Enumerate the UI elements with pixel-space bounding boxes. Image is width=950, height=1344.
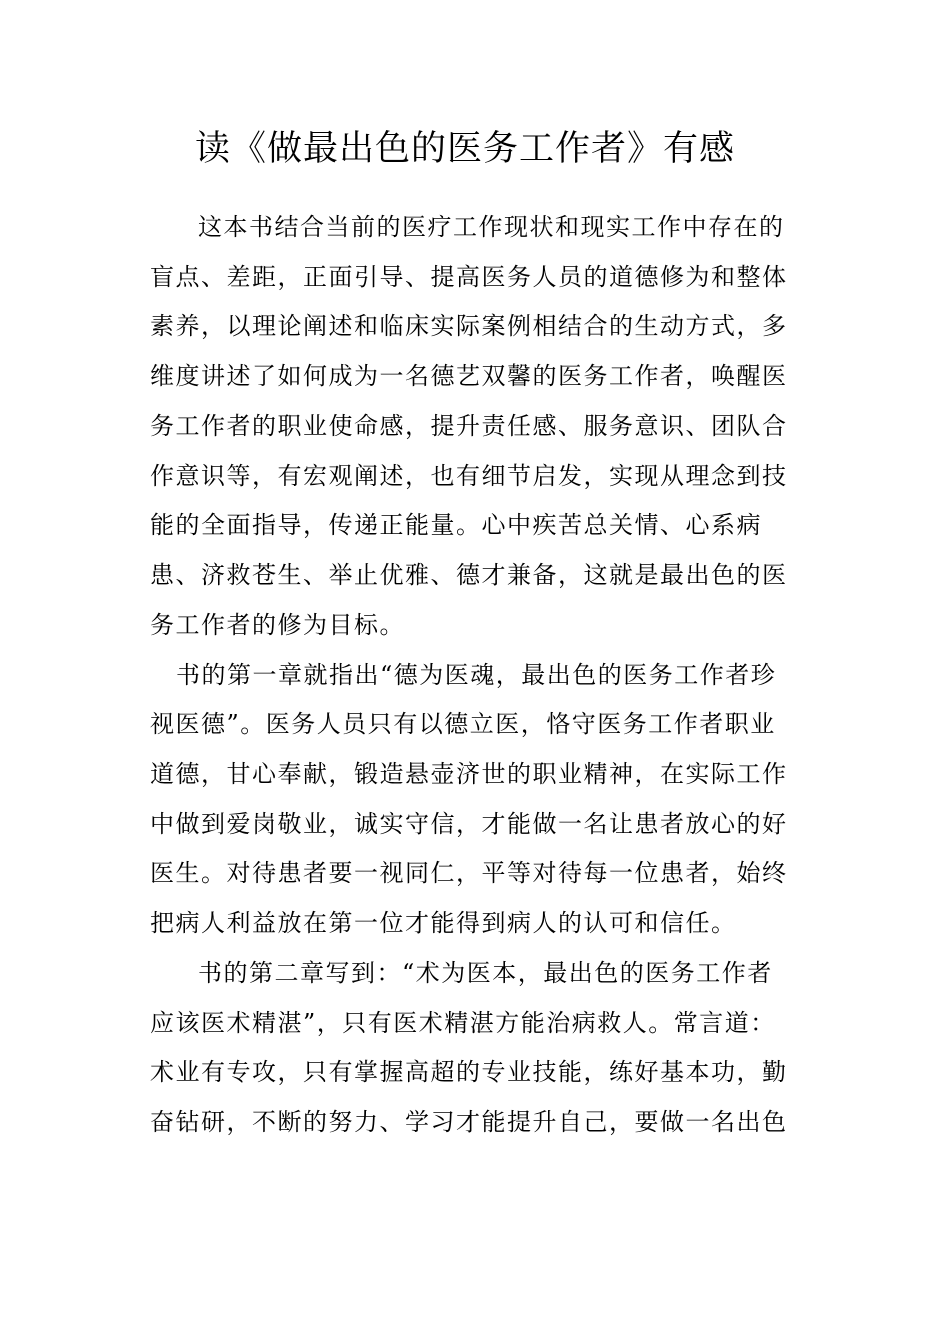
- paragraph-line: 应该医术精湛”，只有医术精湛方能治病救人。常言道：: [150, 1009, 776, 1037]
- paragraph-line: 把病人利益放在第一位才能得到病人的认可和信任。: [150, 909, 737, 937]
- paragraph-line: 维度讲述了如何成为一名德艺双馨的医务工作者，唤醒医: [150, 362, 788, 390]
- paragraph-line: 患、济救苍生、举止优雅、德才兼备，这就是最出色的医: [150, 561, 788, 589]
- paragraph-line: 视医德”。医务人员只有以德立医，恪守医务工作者职业: [150, 710, 776, 738]
- paragraph-line: 务工作者的职业使命感，提升责任感、服务意识、团队合: [150, 412, 788, 440]
- paragraph-line: 术业有专攻，只有掌握高超的专业技能，练好基本功，勤: [150, 1058, 788, 1086]
- paragraph-line: 书的第二章写到：“术为医本，最出色的医务工作者: [198, 959, 773, 987]
- paragraph-line: 奋钻研，不断的努力、学习才能提升自己，要做一名出色: [150, 1108, 788, 1136]
- paragraph-line: 医生。对待患者要一视同仁，平等对待每一位患者，始终: [150, 859, 788, 887]
- paragraph-line: 书的第一章就指出“德为医魂，最出色的医务工作者珍: [176, 661, 777, 689]
- paragraph-line: 盲点、差距，正面引导、提高医务人员的道德修为和整体: [150, 263, 788, 291]
- paragraph-line: 中做到爱岗敬业，诚实守信，才能做一名让患者放心的好: [150, 810, 788, 838]
- paragraph-line: 务工作者的修为目标。: [150, 611, 405, 639]
- document-title: 读《做最出色的医务工作者》有感: [194, 129, 735, 169]
- paragraph-line: 这本书结合当前的医疗工作现状和现实工作中存在的: [198, 213, 785, 241]
- paragraph-line: 素养，以理论阐述和临床实际案例相结合的生动方式，多: [150, 312, 788, 340]
- paragraph-line: 道德，甘心奉献，锻造悬壶济世的职业精神，在实际工作: [150, 760, 788, 788]
- paragraph-line: 作意识等，有宏观阐述，也有细节启发，实现从理念到技: [150, 462, 788, 490]
- paragraph-line: 能的全面指导，传递正能量。心中疾苦总关情、心系病: [150, 511, 762, 539]
